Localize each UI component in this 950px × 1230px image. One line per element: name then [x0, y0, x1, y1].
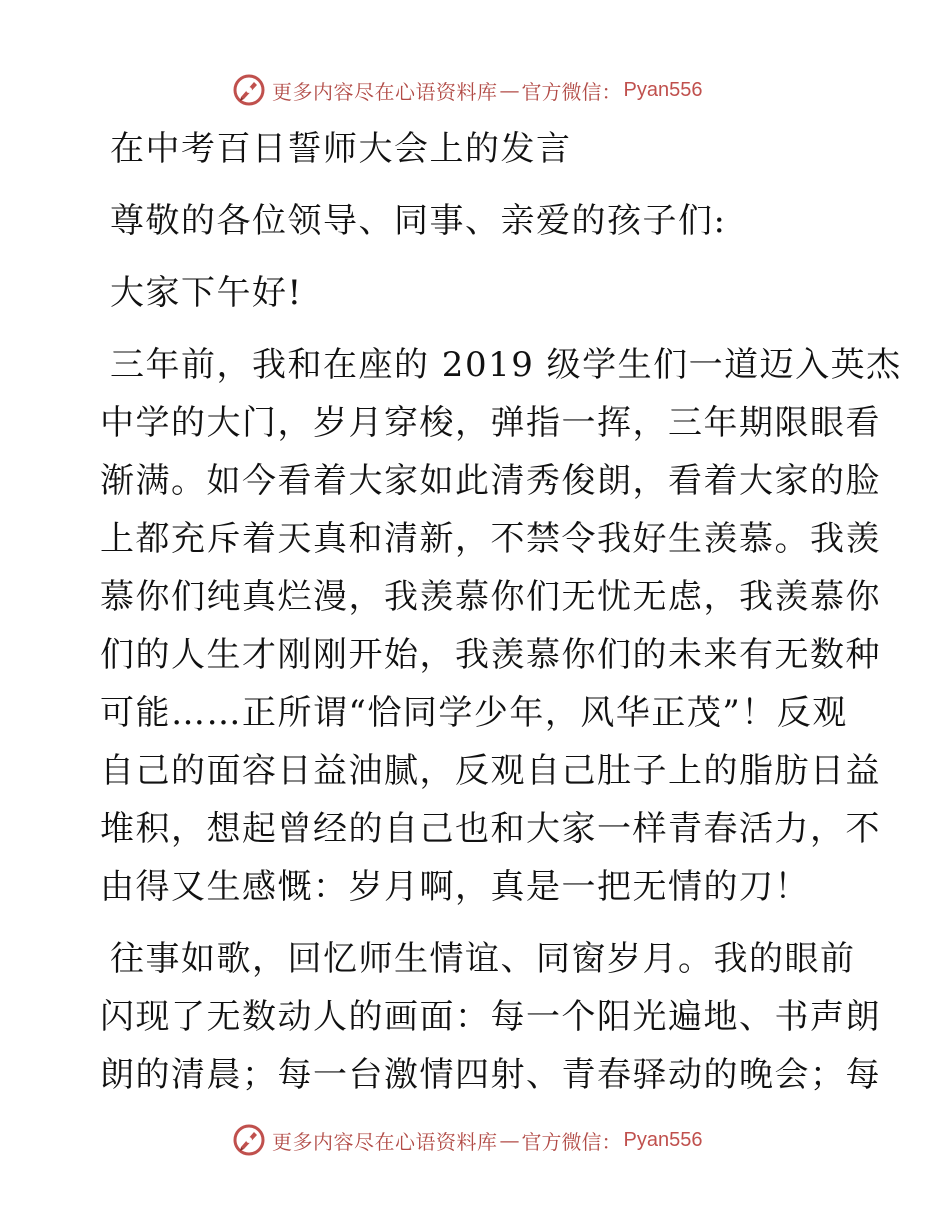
paragraph-1-line: 由得又生感慨：岁月啊，真是一把无情的刀！ — [100, 867, 810, 907]
paragraph-2 — [100, 930, 881, 1104]
watermark-official: 官方微信： — [521, 79, 622, 104]
paragraph-1 — [100, 336, 902, 916]
salutation: 尊敬的各位领导、同事、亲爱的孩子们: — [110, 201, 727, 241]
paragraph-1-line: 中学的大门，岁月穿梭，弹指一挥，三年期限眼看 — [100, 403, 881, 443]
watermark-wechat-id: Pyan556 — [623, 78, 703, 101]
paragraph-1-line: 上都充斥着天真和清新，不禁令我好生羡慕。我羡 — [100, 519, 881, 559]
paragraph-2-line: 朗的清晨；每一台激情四射、青春驿动的晚会；每 — [100, 1055, 881, 1095]
paragraph-1-line: 可能……正所谓“恰同学少年，风华正茂”！反观 — [100, 693, 848, 733]
watermark-separator: — — [499, 78, 520, 102]
paragraph-1-line: 自己的面容日益油腻，反观自己肚子上的脂肪日益 — [100, 751, 881, 791]
paragraph-1-line: 三年前，我和在座的 2019 级学生们一道迈入英杰 — [110, 345, 902, 385]
watermark-banner-bottom — [232, 1122, 712, 1158]
watermark-site: 更多内容尽在心语资料库 — [272, 79, 498, 104]
paragraph-2-line: 往事如歌，回忆师生情谊、同窗岁月。我的眼前 — [110, 939, 856, 979]
paragraph-1-line: 慕你们纯真烂漫，我羡慕你们无忧无虑，我羡慕你 — [100, 577, 881, 617]
paragraph-2-line: 闪现了无数动人的画面：每一个阳光遍地、书声朗 — [100, 997, 881, 1037]
paragraph-1-line: 渐满。如今看着大家如此清秀俊朗，看着大家的脸 — [100, 461, 881, 501]
watermark-official: 官方微信： — [521, 1129, 622, 1154]
quill-logo-icon — [232, 73, 266, 107]
paragraph-1-line: 堆积，想起曾经的自己也和大家一样青春活力，不 — [100, 809, 881, 849]
greeting: 大家下午好! — [110, 273, 303, 313]
quill-logo-icon — [232, 1123, 266, 1157]
watermark-banner-top — [232, 72, 712, 108]
watermark-separator: — — [499, 1128, 520, 1152]
paragraph-1-line: 们的人生才刚刚开始，我羡慕你们的未来有无数种 — [100, 635, 881, 675]
document-title: 在中考百日誓师大会上的发言 — [110, 129, 572, 169]
watermark-site: 更多内容尽在心语资料库 — [272, 1129, 498, 1154]
document-body — [100, 120, 902, 1118]
watermark-wechat-id: Pyan556 — [623, 1128, 703, 1151]
